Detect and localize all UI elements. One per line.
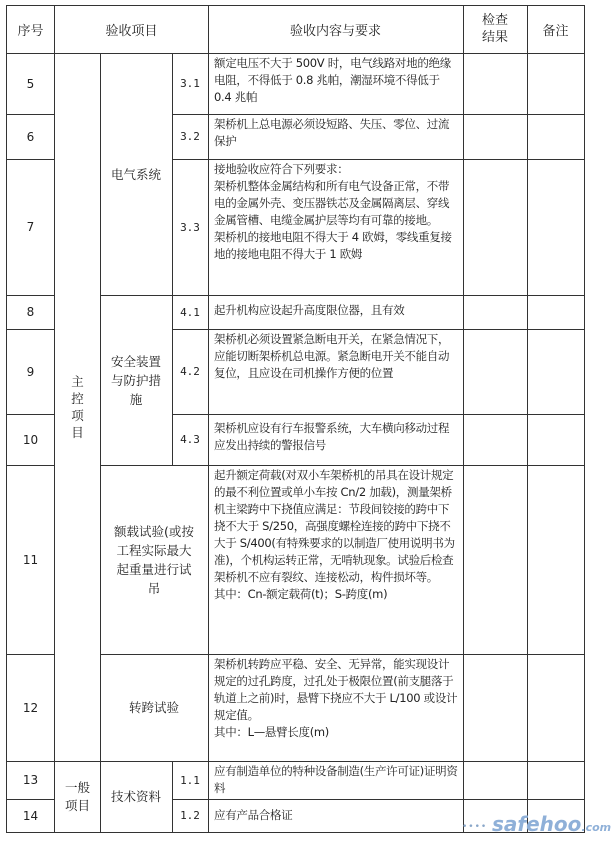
row-code: 4.2	[180, 365, 200, 378]
category-safety-label: 安全装置与防护措施	[111, 353, 162, 407]
watermark-text	[492, 812, 611, 836]
category-electrical: 电气系统	[110, 166, 161, 182]
row-code: 3.1	[180, 77, 200, 90]
row-number: 5	[26, 76, 35, 91]
category-safety	[100, 295, 172, 465]
row-requirement: 应有制造单位的特种设备制造(生产许可证)证明资料	[214, 764, 458, 795]
row-number: 8	[26, 305, 35, 319]
row-number: 7	[26, 220, 35, 234]
header-content: 验收内容与要求	[289, 23, 381, 39]
group-main-label: 主控项目	[71, 374, 84, 440]
group-general-label: 一般项目	[64, 779, 90, 813]
row-requirement: 起升机构应设起升高度限位器，且有效	[214, 303, 405, 317]
row-number: 14	[22, 808, 39, 823]
header-result: 检查 结果	[481, 13, 508, 45]
row-requirement: 架桥机转跨应平稳、安全、无异常，能实现设计规定的过孔跨度，过孔处于极限位置(前支腿落于轨道上之前)时，悬臂下挠应不大于 L/100 或设计规定值。 其中：L—悬臂长度(m)	[214, 657, 458, 739]
row-requirement: 起升额定荷载(对双小车架桥机的吊具在设计规定的最不利位置或单小车按 Cn/2 加载)，测量架桥机主梁跨中下挠值应满足：节段间铰接的跨中下挠不大于 S/250，高强度螺栓连接的跨中下挠不大于 S/400(有特殊要求的以制造厂使用说明书为准)，个机构运转正常，无啃轨现象。试验后检查架桥机不应有裂纹、连接松动，构件损坏等。 其中：Cn-额定载荷(t)；S-跨度(m)	[214, 468, 455, 601]
watermark-dots: ••••	[462, 822, 488, 832]
row-requirement: 额定电压不大于 500V 时，电气线路对地的绝缘电阻，不得低于 0.8 兆帕，潮湿环境不得低于 0.4 兆帕	[214, 56, 451, 104]
group-general	[55, 761, 100, 832]
row-number: 10	[22, 432, 39, 447]
watermark	[462, 812, 611, 838]
row-code: 3.3	[180, 220, 200, 234]
row-requirement: 接地验收应符合下列要求： 架桥机整体金属结构和所有电气设备正常，不带电的金属外壳、变压器铁芯及金属隔离层、穿线金属管槽、电缆金属护层等均有可靠的接地。 架桥机的接地电阻不得大于 4 欧姆，零线重复接地的接地电阻不得大于 1 欧姆	[214, 162, 452, 261]
category-turn-test: 转跨试验	[128, 700, 179, 715]
row-requirement: 架桥机必须设置紧急断电开关，在紧急情况下，应能切断架桥机总电源。紧急断电开关不能自动复位，且应设在司机操作方便的位置	[214, 332, 450, 380]
category-tech-docs: 技术资料	[110, 789, 161, 804]
row-requirement: 应有产品合格证	[214, 808, 293, 822]
row-number: 11	[22, 552, 39, 567]
watermark-brand: safehoo	[492, 812, 582, 836]
category-load-test-label: 额载试验(或按工程实际最大起重量进行试吊	[114, 523, 194, 596]
col-line-5	[463, 5, 464, 833]
row-number: 12	[22, 700, 39, 715]
border-right	[584, 5, 585, 833]
row-number: 13	[22, 773, 39, 787]
row-code: 4.3	[180, 433, 200, 446]
col-line-6	[527, 5, 528, 833]
group-main	[55, 53, 100, 761]
category-load-test	[100, 465, 208, 654]
row-code: 1.2	[180, 809, 200, 822]
row-number: 9	[26, 364, 35, 379]
header-item: 验收项目	[105, 23, 158, 39]
row-requirement: 架桥机应设有行车报警系统，大车横向移动过程应发出持续的警报信号	[214, 421, 450, 452]
row-requirement: 架桥机上总电源必须设短路、失压、零位、过流保护	[214, 117, 450, 148]
row-code: 3.2	[180, 130, 200, 143]
row-number: 6	[26, 129, 35, 144]
watermark-suffix: .com	[581, 821, 611, 834]
header-seq: 序号	[17, 23, 44, 39]
header-remark: 备注	[542, 23, 569, 39]
row-code: 1.1	[180, 773, 200, 787]
row-code: 4.1	[180, 305, 200, 319]
